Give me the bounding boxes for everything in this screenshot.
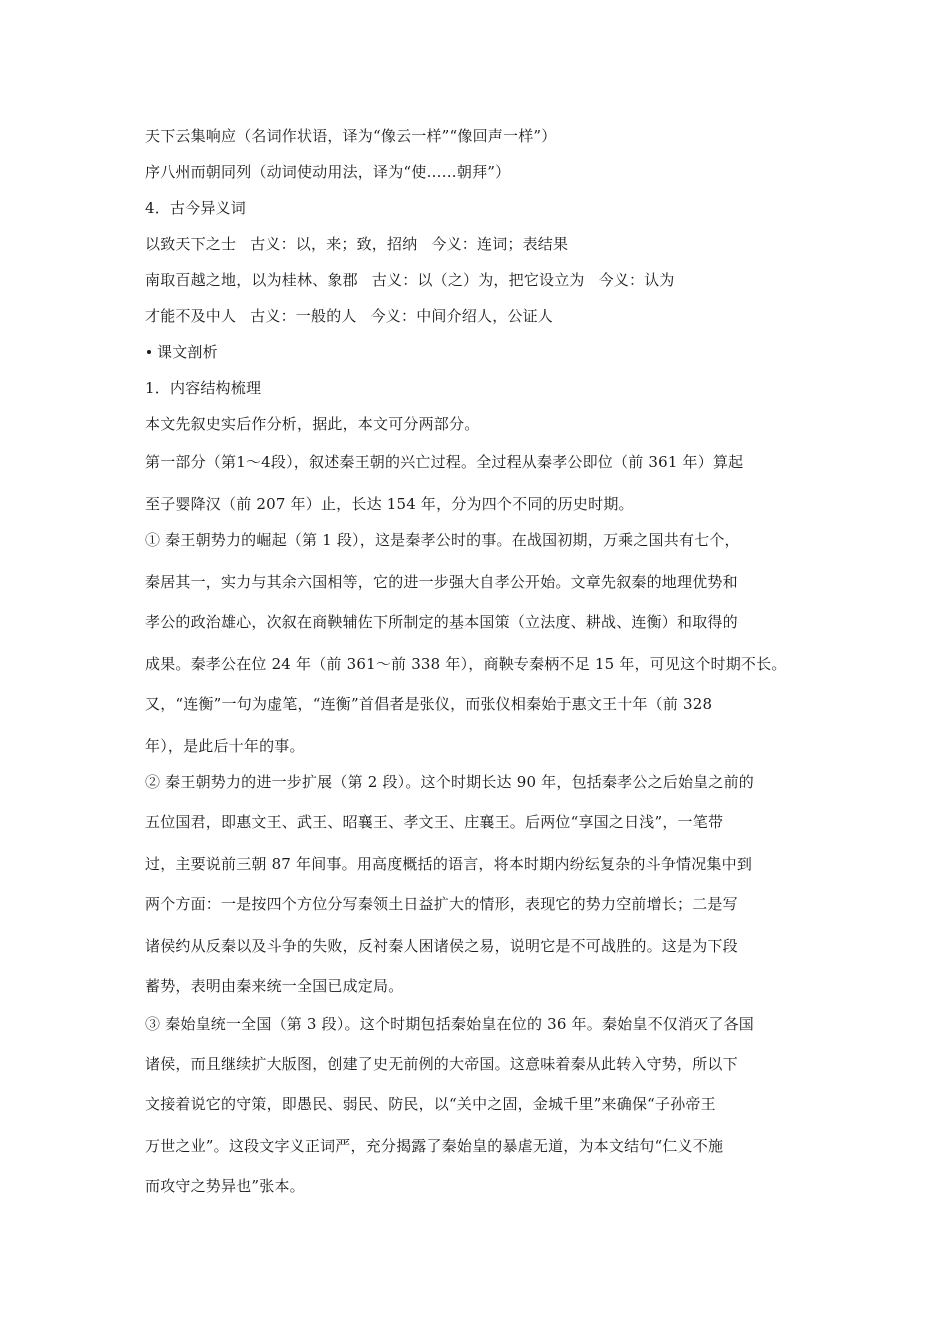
- text-line: 两个方面：一是按四个方位分写秦领土日益扩大的情形，表现它的势力空前增长；二是写: [145, 895, 738, 913]
- text-line: 至子婴降汉（前 207 年）止，长达 154 年，分为四个不同的历史时期。: [145, 495, 634, 513]
- modern-meaning: 今义：中间介绍人，公证人: [370, 307, 554, 325]
- modern-meaning: 今义：认为: [598, 271, 675, 289]
- ancient-meaning: 古义：以（之）为，把它设立为: [371, 271, 585, 289]
- term: 南取百越之地，以为桂林、象郡: [145, 271, 358, 289]
- text-line: 年），是此后十年的事。: [145, 737, 305, 755]
- term: 以致天下之士: [145, 235, 237, 253]
- term: 才能不及中人: [145, 307, 237, 325]
- text-line: 序八州而朝同列（动词使动用法，译为“使……朝拜”）: [145, 163, 511, 181]
- text-line: 成果。秦孝公在位 24 年（前 361～前 338 年），商鞅专秦柄不足 15 年，可见这个时期不长。: [145, 655, 787, 673]
- text-line: 孝公的政治雄心，次叙在商鞅辅佐下所制定的基本国策（立法度、耕战、连衡）和取得的: [145, 613, 738, 631]
- bullet-icon: [147, 350, 151, 354]
- text-line: ① 秦王朝势力的崛起（第 1 段），这是秦孝公时的事。在战国初期，万乘之国共有七个，: [145, 531, 740, 549]
- modern-meaning: 今义：连词；表结果: [431, 235, 569, 253]
- ancient-meaning: 古义：以，来；致，招纳: [250, 235, 418, 253]
- text-line: 万世之业”。这段文字义正词严，充分揭露了秦始皇的暴虐无道，为本文结句“仁义不施: [145, 1137, 724, 1155]
- text-line: 第一部分（第1～4段），叙述秦王朝的兴亡过程。全过程从秦孝公即位（前 361 年）算起: [145, 453, 744, 471]
- text-line: 而攻守之势异也”张本。: [145, 1177, 305, 1195]
- bullet-heading: 课文剖析: [145, 342, 815, 362]
- ancient-meaning: 古义：一般的人: [250, 307, 357, 325]
- section-heading: 4．古今异义词: [145, 199, 246, 217]
- text-line: 诸侯，而且继续扩大版图，创建了史无前例的大帝国。这意味着秦从此转入守势，所以下: [145, 1055, 738, 1073]
- text-line: 五位国君，即惠文王、武王、昭襄王、孝文王、庄襄王。后两位“享国之日浅”，一笔带: [145, 813, 724, 831]
- text-line: 诸侯约从反秦以及斗争的失败，反衬秦人困诸侯之易，说明它是不可战胜的。这是为下段: [145, 937, 738, 955]
- text-line: 文接着说它的守策，即愚民、弱民、防民，以“关中之固，金城千里”来确保“子孙帝王: [145, 1095, 716, 1113]
- section-heading: 1．内容结构梳理: [145, 379, 262, 397]
- text-line: 天下云集响应（名词作状语，译为“像云一样”“像回声一样”）: [145, 127, 557, 145]
- text-line: 秦居其一，实力与其余六国相等，它的进一步强大自孝公开始。文章先叙秦的地理优势和: [145, 573, 738, 591]
- text-line: [145, 306, 815, 326]
- text-line: ③ 秦始皇统一全国（第 3 段）。这个时期包括秦始皇在位的 36 年。秦始皇不仅消灭了各国: [145, 1015, 754, 1033]
- text-line: 蓄势，表明由秦来统一全国已成定局。: [145, 977, 404, 995]
- text-line: 又，“连衡”一句为虚笔，“连衡”首倡者是张仪，而张仪相秦始于惠文王十年（前 328: [145, 695, 713, 713]
- text-line: 本文先叙史实后作分析，据此，本文可分两部分。: [145, 415, 480, 433]
- text-line: [145, 270, 815, 290]
- text-line: ② 秦王朝势力的进一步扩展（第 2 段）。这个时期长达 90 年，包括秦孝公之后始皇之前的: [145, 773, 754, 791]
- text-line: [145, 234, 815, 254]
- text-line: 过，主要说前三朝 87 年间事。用高度概括的语言，将本时期内纷纭复杂的斗争情况集中到: [145, 855, 753, 873]
